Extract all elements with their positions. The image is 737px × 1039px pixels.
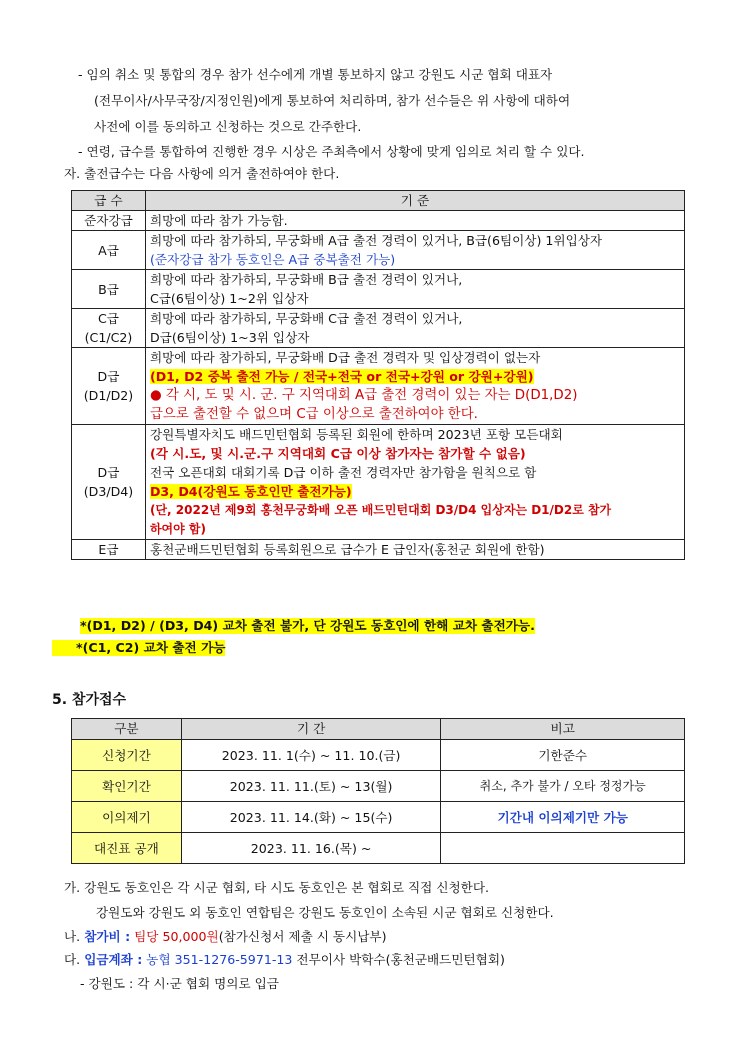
- criteria-cell: 희망에 따라 참가 가능함.: [145, 211, 684, 231]
- grade-sub-label: (D3/D4): [83, 484, 134, 499]
- row-note: [441, 833, 685, 864]
- footer-ga-line-2: 강원도와 강원도 외 동호인 연합팀은 강원도 동호인이 소속된 시군 협회로 신청한다.: [96, 905, 554, 920]
- header-period: 기 간: [181, 719, 441, 740]
- intro-line-1: - 임의 취소 및 통합의 경우 참가 선수에게 개별 통보하지 않고 강원도 시군 협회 대표자: [78, 67, 553, 82]
- row-period: 2023. 11. 11.(토) ~ 13(월): [181, 771, 441, 802]
- section-title: 5. 참가접수: [52, 692, 127, 708]
- table-row: [72, 309, 685, 348]
- grade-cell: 준자강급: [72, 211, 146, 231]
- criteria-cell: [145, 231, 684, 270]
- header-grade: 급 수: [72, 191, 146, 211]
- criteria-line: 전국 오픈대회 대회기록 D급 이하 출전 경력자만 참가함을 원칙으로 함: [149, 465, 537, 480]
- table-row: [72, 270, 685, 309]
- criteria-line-warning: 급으로 출전할 수 없으며 C급 이상으로 출전하여야 한다.: [149, 407, 478, 422]
- criteria-line-bold: (단, 2022년 제9회 홍천무궁화배 오픈 배드민턴대회 D3/D4 입상자는 D1/D2로 참가: [149, 503, 612, 517]
- criteria-line: 희망에 따라 참가하되, 무궁화배 A급 출전 경력이 있거나, B급(6팀이상) 1위입상자: [149, 233, 603, 248]
- row-period: 2023. 11. 16.(목) ~: [181, 833, 441, 864]
- table-row: [72, 348, 685, 425]
- registration-table: [71, 718, 685, 864]
- grade-label: C급: [97, 311, 119, 326]
- table-row: [72, 740, 685, 771]
- row-label: 대진표 공개: [72, 833, 182, 864]
- account-value: 농협 351-1276-5971-13: [142, 952, 293, 967]
- criteria-line: (준자강급 참가 동호인은 A급 중복출전 가능): [149, 252, 396, 267]
- intro-line-2: (전무이사/사무국장/지정인원)에게 통보하여 처리하며, 참가 선수들은 위 사항에 대하여: [94, 93, 571, 108]
- criteria-line: D급(6팀이상) 1~3위 입상자: [149, 330, 310, 345]
- criteria-cell: 홍천군배드민턴협회 등록회원으로 급수가 E 급인자(홍천군 회원에 한함): [145, 540, 684, 560]
- grade-cell: [72, 348, 146, 425]
- row-label: 이의제기: [72, 802, 182, 833]
- account-label: 입금계좌 :: [84, 952, 143, 967]
- intro-line-4: - 연령, 급수를 통합하여 진행한 경우 시상은 주최측에서 상황에 맞게 임의로 처리 할 수 있다.: [78, 144, 585, 159]
- grade-sub-label: (C1/C2): [84, 330, 133, 345]
- fee-note: (참가신청서 제출 시 동시납부): [218, 929, 387, 944]
- criteria-line-highlight: [150, 482, 680, 501]
- highlight-text: (D1, D2 중복 출전 가능 / 전국+전국 or 전국+강원 or 강원+강원): [149, 369, 534, 384]
- row-period: 2023. 11. 14.(화) ~ 15(수): [181, 802, 441, 833]
- criteria-line: C급(6팀이상) 1~2위 입상자: [149, 291, 309, 306]
- fee-value: 팀당 50,000원: [130, 929, 219, 944]
- grade-cell: B급: [72, 270, 146, 309]
- grade-table-header: [72, 191, 685, 211]
- note-cross-entry-d: *(D1, D2) / (D3, D4) 교차 출전 불가, 단 강원도 동호인에 한해 교차 출전가능.: [80, 618, 535, 633]
- header-category: 구분: [72, 719, 182, 740]
- list-marker: 다.: [64, 952, 85, 967]
- account-holder: 전무이사 박학수(홍천군배드민턴협회): [292, 952, 505, 967]
- header-note: 비고: [441, 719, 685, 740]
- grade-cell: A급: [72, 231, 146, 270]
- header-criteria: 기 준: [145, 191, 684, 211]
- table-row: [72, 540, 685, 560]
- list-marker: 나.: [64, 929, 85, 944]
- table-row: [72, 771, 685, 802]
- footer-account-line: [64, 952, 505, 968]
- table-row: [72, 802, 685, 833]
- grade-label: D급: [97, 369, 120, 384]
- grade-label: D급: [97, 465, 120, 480]
- row-label: 확인기간: [72, 771, 182, 802]
- criteria-cell: [145, 425, 684, 540]
- table-row: [72, 211, 685, 231]
- criteria-line-highlight: [150, 367, 680, 386]
- criteria-line-warning: ● 각 시, 도 및 시. 군. 구 지역대회 A급 출전 경력이 있는 자는 D(D1,D2): [149, 388, 578, 403]
- row-note: 기한준수: [441, 740, 685, 771]
- criteria-cell: [145, 348, 684, 425]
- table-row: [72, 231, 685, 270]
- grade-cell: [72, 425, 146, 540]
- table-row: [72, 833, 685, 864]
- criteria-line-bold: (각 시.도, 및 시.군.구 지역대회 C급 이상 참가자는 참가할 수 없음): [149, 446, 526, 461]
- footer-ga-line-1: 가. 강원도 동호인은 각 시군 협회, 타 시도 동호인은 본 협회로 직접 신청한다.: [64, 880, 490, 895]
- grade-sub-label: (D1/D2): [83, 388, 134, 403]
- registration-table-header: [72, 719, 685, 740]
- grade-cell: E급: [72, 540, 146, 560]
- table-row: [72, 425, 685, 540]
- grade-table: [71, 190, 685, 560]
- row-note: 기간내 이의제기만 가능: [441, 802, 685, 833]
- grade-cell: [72, 309, 146, 348]
- criteria-cell: [145, 270, 684, 309]
- criteria-cell: [145, 309, 684, 348]
- row-label: 신청기간: [72, 740, 182, 771]
- row-period: 2023. 11. 1(수) ~ 11. 10.(금): [181, 740, 441, 771]
- criteria-line: 희망에 따라 참가하되, 무궁화배 B급 출전 경력이 있거나,: [149, 272, 463, 287]
- criteria-line: 희망에 따라 참가하되, 무궁화배 D급 출전 경력자 및 입상경력이 없는자: [149, 350, 541, 365]
- criteria-line: 강원특별자치도 배드민턴협회 등록된 회원에 한하며 2023년 포항 모든대회: [149, 427, 563, 442]
- row-note: 취소, 추가 불가 / 오타 정정가능: [441, 771, 685, 802]
- footer-dash-line: - 강원도 : 각 시·군 협회 명의로 입금: [80, 976, 279, 991]
- fee-label: 참가비 :: [84, 929, 131, 944]
- highlight-text: D3, D4(강원도 동호인만 출전가능): [149, 484, 352, 499]
- intro-line-5: 자. 출전급수는 다음 사항에 의거 출전하여야 한다.: [64, 166, 340, 181]
- intro-line-3: 사전에 이를 동의하고 신청하는 것으로 간주한다.: [94, 119, 362, 134]
- note-cross-entry-c: *(C1, C2) 교차 출전 가능: [52, 640, 225, 656]
- criteria-line-bold: 하여야 함): [149, 522, 206, 536]
- footer-fee-line: [64, 929, 387, 945]
- criteria-line: 희망에 따라 참가하되, 무궁화배 C급 출전 경력이 있거나,: [149, 311, 463, 326]
